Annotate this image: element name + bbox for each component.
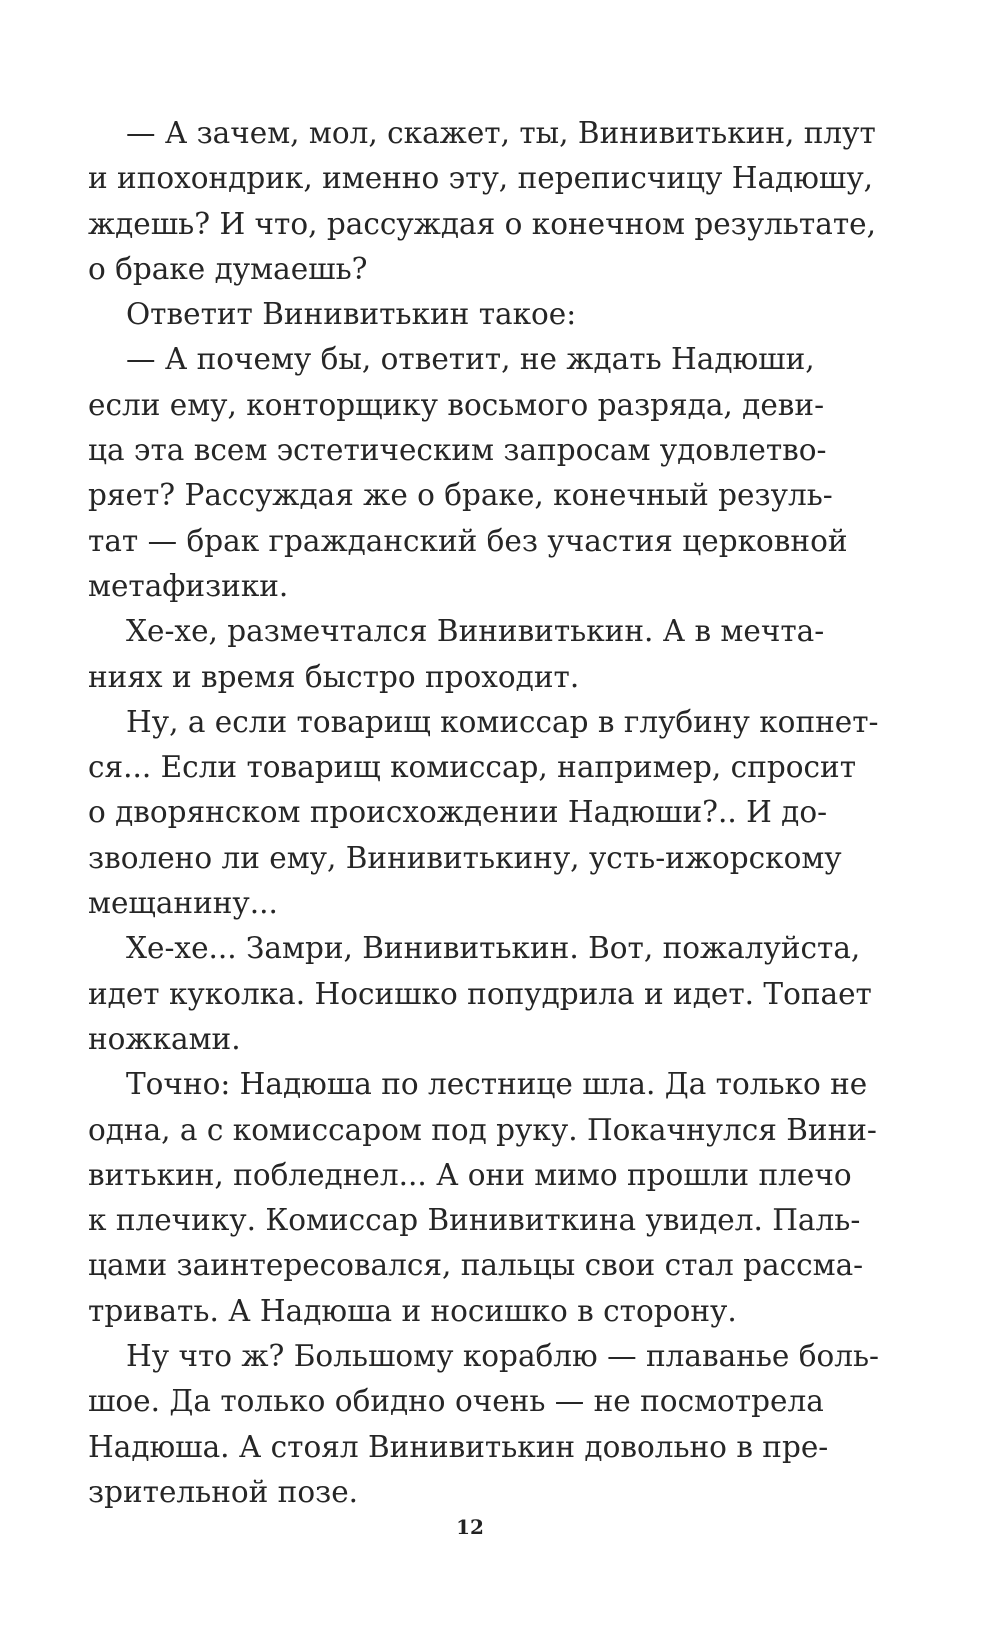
text-line: Надюша. А стоял Винивитькин довольно в пре- xyxy=(88,1429,829,1464)
text-line: и ипохондрик, именно эту, переписчицу Надюшу, xyxy=(88,161,874,196)
text-line: Ну что ж? Большому кораблю — плаванье боль- xyxy=(126,1339,879,1374)
text-line: Точно: Надюша по лестнице шла. Да только не xyxy=(126,1067,868,1102)
text-line: зрительной позе. xyxy=(88,1474,359,1509)
text-line: ся... Если товарищ комиссар, например, спросит xyxy=(88,750,857,785)
text-line: цами заинтересовался, пальцы свои стал рассма- xyxy=(88,1248,864,1283)
text-line: метафизики. xyxy=(88,568,289,603)
text-line: Ответит Винивитькин такое: xyxy=(126,297,577,332)
text-line: ниях и время быстро проходит. xyxy=(88,659,580,694)
text-line: к плечику. Комиссар Винивиткина увидел. Паль- xyxy=(88,1203,861,1238)
text-line: Ну, а если товарищ комиссар в глубину копнет- xyxy=(126,704,879,739)
text-line: о браке думаешь? xyxy=(88,251,368,286)
text-line: идет куколка. Носишко попудрила и идет. Топает xyxy=(88,976,872,1011)
text-line: если ему, конторщику восьмого разряда, деви- xyxy=(88,387,825,422)
text-line: о дворянском происхождении Надюши?.. И до- xyxy=(88,795,828,830)
text-line: одна, а с комиссаром под руку. Покачнулся Вини- xyxy=(88,1112,877,1147)
text-line: ца эта всем эстетическим запросам удовлетво- xyxy=(88,433,827,468)
text-line: — А зачем, мол, скажет, ты, Винивитькин, плут xyxy=(126,116,876,150)
text-line: зволено ли ему, Винивитькину, усть-ижорскому xyxy=(88,840,842,875)
text-line: ждешь? И что, рассуждая о конечном результате, xyxy=(88,206,876,241)
text-line: шое. Да только обидно очень — не посмотрела xyxy=(88,1384,824,1419)
text-line: ножками. xyxy=(88,1021,241,1056)
text-line: тат — брак гражданский без участия церковной xyxy=(88,523,848,558)
text-line: ряет? Рассуждая же о браке, конечный резуль- xyxy=(88,478,833,513)
text-line: витькин, побледнел... А они мимо прошли плечо xyxy=(88,1157,852,1192)
text-line: мещанину... xyxy=(88,886,278,921)
text-line: Хе-хе... Замри, Винивитькин. Вот, пожалуйста, xyxy=(126,931,861,966)
body-text xyxy=(88,111,908,1515)
text-line: Хе-хе, размечтался Винивитькин. А в мечта- xyxy=(126,614,825,649)
text-line: тривать. А Надюша и носишко в сторону. xyxy=(88,1293,737,1328)
page-number: 12 xyxy=(456,1515,484,1539)
text-line: — А почему бы, ответит, не ждать Надюши, xyxy=(126,342,815,377)
